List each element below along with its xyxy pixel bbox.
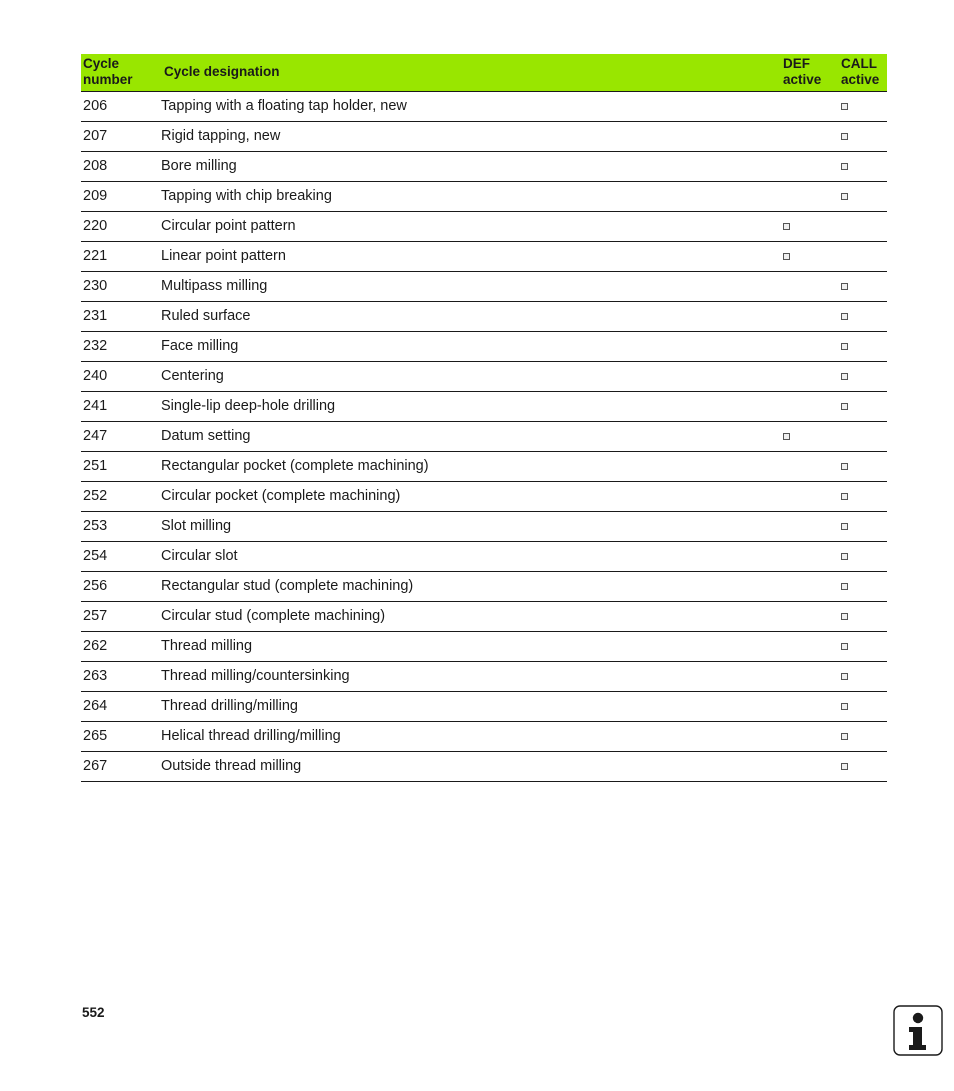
header-def-active-line2: active [783,72,822,88]
cycle-designation-cell: Centering [161,361,772,391]
def-active-cell [772,241,830,271]
table-row [81,541,887,571]
cycle-number-cell: 262 [81,631,161,661]
header-cycle-number-line1: Cycle [83,56,120,72]
cycle-designation-cell: Thread milling/countersinking [161,661,772,691]
cycle-designation-cell: Circular stud (complete machining) [161,601,772,631]
header-call-active [830,54,887,91]
cycle-designation-cell: Multipass milling [161,271,772,301]
square-bullet-icon [841,493,848,500]
table-row [81,601,887,631]
cycle-designation-cell: Datum setting [161,421,772,451]
header-cycle-number-line2: number [83,72,133,88]
call-active-cell [830,181,887,211]
call-active-cell [830,301,887,331]
call-active-cell [830,421,887,451]
table-row [81,751,887,781]
def-active-cell [772,181,830,211]
square-bullet-icon [841,733,848,740]
header-call-active-line1: CALL [841,56,877,72]
cycle-number-cell: 231 [81,301,161,331]
cycle-number-cell: 253 [81,511,161,541]
table-row [81,361,887,391]
table-row [81,241,887,271]
cycle-designation-cell: Slot milling [161,511,772,541]
table-header-row [81,54,887,91]
table-row [81,721,887,751]
info-icon [893,1005,943,1056]
cycle-number-cell: 206 [81,91,161,121]
square-bullet-icon [783,433,790,440]
call-active-cell [830,331,887,361]
def-active-cell [772,631,830,661]
def-active-cell [772,211,830,241]
header-cycle-designation [161,54,772,91]
cycle-designation-cell: Circular pocket (complete machining) [161,481,772,511]
def-active-cell [772,271,830,301]
cycle-designation-cell: Thread milling [161,631,772,661]
table-row [81,481,887,511]
def-active-cell [772,511,830,541]
cycle-designation-cell: Single-lip deep-hole drilling [161,391,772,421]
square-bullet-icon [841,703,848,710]
call-active-cell [830,121,887,151]
call-active-cell [830,511,887,541]
page-number: 552 [82,1005,105,1020]
cycle-number-cell: 208 [81,151,161,181]
header-cycle-designation-label: Cycle designation [164,64,280,80]
square-bullet-icon [841,523,848,530]
square-bullet-icon [841,163,848,170]
square-bullet-icon [783,223,790,230]
cycle-number-cell: 207 [81,121,161,151]
square-bullet-icon [841,673,848,680]
cycle-number-cell: 252 [81,481,161,511]
square-bullet-icon [841,103,848,110]
table-row [81,271,887,301]
def-active-cell [772,361,830,391]
table-row [81,331,887,361]
header-def-active [772,54,830,91]
call-active-cell [830,361,887,391]
call-active-cell [830,691,887,721]
call-active-cell [830,721,887,751]
call-active-cell [830,391,887,421]
call-active-cell [830,571,887,601]
call-active-cell [830,151,887,181]
def-active-cell [772,571,830,601]
cycle-number-cell: 267 [81,751,161,781]
table-row [81,421,887,451]
def-active-cell [772,91,830,121]
call-active-cell [830,661,887,691]
table-row [81,211,887,241]
def-active-cell [772,121,830,151]
call-active-cell [830,601,887,631]
call-active-cell [830,481,887,511]
cycle-number-cell: 256 [81,571,161,601]
square-bullet-icon [841,283,848,290]
square-bullet-icon [841,553,848,560]
cycle-designation-cell: Tapping with chip breaking [161,181,772,211]
square-bullet-icon [841,343,848,350]
def-active-cell [772,721,830,751]
cycle-designation-cell: Outside thread milling [161,751,772,781]
square-bullet-icon [841,463,848,470]
call-active-cell [830,211,887,241]
cycle-designation-cell: Rectangular pocket (complete machining) [161,451,772,481]
call-active-cell [830,541,887,571]
cycle-designation-cell: Circular point pattern [161,211,772,241]
def-active-cell [772,151,830,181]
table-row [81,391,887,421]
cycle-number-cell: 221 [81,241,161,271]
def-active-cell [772,481,830,511]
cycle-number-cell: 240 [81,361,161,391]
def-active-cell [772,661,830,691]
cycle-number-cell: 230 [81,271,161,301]
def-active-cell [772,601,830,631]
header-def-active-line1: DEF [783,56,810,72]
table-row [81,151,887,181]
table-row [81,301,887,331]
def-active-cell [772,451,830,481]
call-active-cell [830,271,887,301]
def-active-cell [772,541,830,571]
cycle-designation-cell: Face milling [161,331,772,361]
square-bullet-icon [841,313,848,320]
def-active-cell [772,691,830,721]
cycle-number-cell: 247 [81,421,161,451]
def-active-cell [772,751,830,781]
cycle-number-cell: 254 [81,541,161,571]
cycle-designation-cell: Ruled surface [161,301,772,331]
cycle-designation-cell: Tapping with a floating tap holder, new [161,91,772,121]
square-bullet-icon [841,193,848,200]
table-row [81,511,887,541]
cycle-number-cell: 265 [81,721,161,751]
cycle-designation-cell: Rectangular stud (complete machining) [161,571,772,601]
cycle-designation-cell: Thread drilling/milling [161,691,772,721]
cycle-number-cell: 257 [81,601,161,631]
call-active-cell [830,451,887,481]
cycle-designation-cell: Linear point pattern [161,241,772,271]
cycle-designation-cell: Bore milling [161,151,772,181]
def-active-cell [772,301,830,331]
table-row [81,91,887,121]
square-bullet-icon [841,133,848,140]
call-active-cell [830,241,887,271]
square-bullet-icon [841,583,848,590]
table-row [81,691,887,721]
square-bullet-icon [841,403,848,410]
call-active-cell [830,751,887,781]
square-bullet-icon [841,613,848,620]
table-row [81,451,887,481]
table-row [81,121,887,151]
cycle-number-cell: 241 [81,391,161,421]
def-active-cell [772,421,830,451]
call-active-cell [830,91,887,121]
cycle-designation-cell: Circular slot [161,541,772,571]
cycle-number-cell: 251 [81,451,161,481]
cycle-number-cell: 209 [81,181,161,211]
table-row [81,661,887,691]
square-bullet-icon [783,253,790,260]
cycle-number-cell: 232 [81,331,161,361]
cycle-designation-cell: Helical thread drilling/milling [161,721,772,751]
table-row [81,571,887,601]
square-bullet-icon [841,643,848,650]
header-cycle-number [81,54,161,91]
def-active-cell [772,331,830,361]
cycle-number-cell: 263 [81,661,161,691]
table-row [81,631,887,661]
square-bullet-icon [841,373,848,380]
header-call-active-line2: active [841,72,880,88]
table-body [81,91,887,781]
table-row [81,181,887,211]
cycle-table [81,54,887,782]
def-active-cell [772,391,830,421]
call-active-cell [830,631,887,661]
cycle-number-cell: 220 [81,211,161,241]
square-bullet-icon [841,763,848,770]
cycle-number-cell: 264 [81,691,161,721]
cycle-designation-cell: Rigid tapping, new [161,121,772,151]
